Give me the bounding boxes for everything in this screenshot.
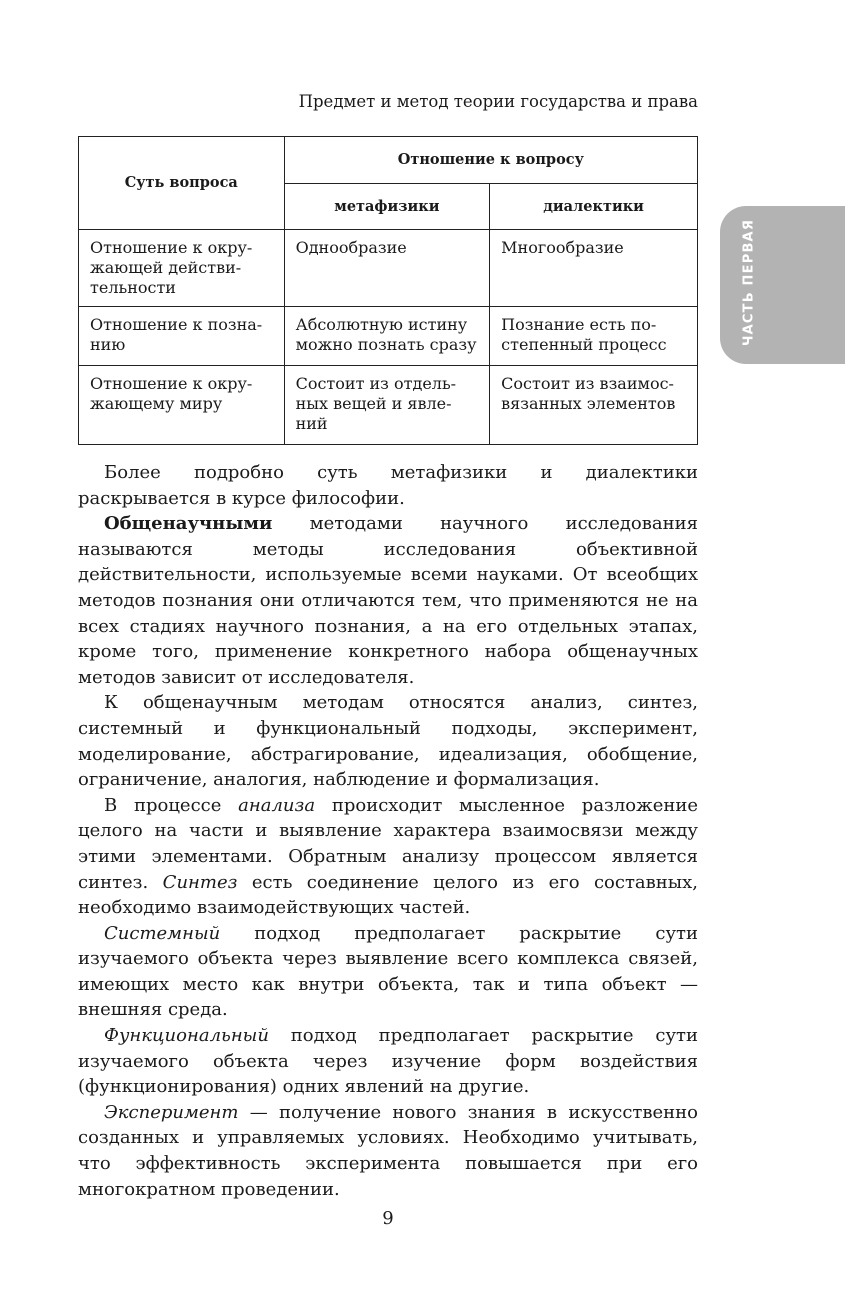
paragraph-text: методами научного исследования называются методы исследования объективной действительности, используемые всеми науками. От всеобщих методов познания они отличаются тем, что применяются не на всех стадиях научного познания, а на его отдельных этапах, кроме того, применение конкретного набора общенаучных методов зависит от исследователя. [78, 513, 698, 688]
comparison-table [78, 136, 698, 445]
page-number: 9 [382, 1208, 394, 1229]
term-italic: анализа [238, 794, 316, 816]
paragraph-text: Более подробно суть метафизики и диалектики раскрывается в курсе философии. [78, 462, 698, 509]
cell-question: Отношение к окру-жающему миру [79, 366, 285, 445]
cell-dialectics: Познание есть по-степенный процесс [490, 307, 698, 366]
side-tab-label: ЧАСТЬ ПЕРВАЯ [741, 218, 757, 347]
running-head: Предмет и метод теории государства и права [298, 92, 698, 111]
paragraph-text: подход предполагает раскрытие сути изучаемого объекта через выявление всего комплекса связей, имеющих место как внутри объекта, так и типа объект — внешняя среда. [78, 922, 698, 1021]
cell-metaphysics: Состоит из отдель-ных вещей и явле-ний [284, 366, 490, 445]
cell-question: Отношение к окру-жающей действи-тельности [79, 230, 285, 307]
paragraph [78, 1023, 698, 1100]
paragraph-text: подход предполагает раскрытие сути изучаемого объекта через изучение форм воздействия (функционирования) одних явлений на другие. [78, 1025, 698, 1098]
header-metaphysics: метафизики [284, 184, 490, 230]
cell-metaphysics: Однообразие [284, 230, 490, 307]
cell-metaphysics: Абсолютную истину можно познать сразу [284, 307, 490, 366]
paragraph-text: — получение нового знания в искусственно созданных и управляемых условиях. Необходимо учитывать, что эффективность эксперимента повышается при его многократном проведении. [78, 1101, 698, 1200]
body-text [78, 460, 698, 1202]
cell-dialectics: Многообразие [490, 230, 698, 307]
paragraph [78, 1100, 698, 1202]
paragraph-text: происходит мысленное разложение целого на части и выявление характера взаимосвязи между этими элементами. Обратным анализу процессом является синтез. [78, 794, 698, 893]
term-italic: Системный [104, 922, 221, 944]
table-row [79, 366, 698, 445]
table-row [79, 307, 698, 366]
paragraph-text: есть соединение целого из его составных, необходимо взаимодействующих частей. [78, 871, 698, 919]
table-row [79, 230, 698, 307]
paragraph-text: В процессе [104, 794, 239, 816]
term-bold: Общенаучными [104, 513, 273, 535]
term-italic: Синтез [162, 871, 238, 893]
paragraph [78, 690, 698, 792]
header-dialectics: диалектики [490, 184, 698, 230]
term-italic: Эксперимент [104, 1101, 239, 1123]
term-italic: Функциональный [104, 1025, 269, 1047]
cell-dialectics: Состоит из взаимос-вязанных элементов [490, 366, 698, 445]
paragraph [78, 511, 698, 690]
header-question: Суть вопроса [79, 137, 285, 230]
paragraph [78, 921, 698, 1023]
paragraph [78, 793, 698, 921]
paragraph [78, 460, 698, 511]
header-relation: Отношение к вопросу [284, 137, 697, 184]
cell-question: Отношение к позна-нию [79, 307, 285, 366]
paragraph-text: К общенаучным методам относятся анализ, синтез, системный и функциональный подходы, эксперимент, моделирование, абстрагирование, идеализация, обобщение, ограничение, аналогия, наблюдение и формализация. [78, 692, 698, 791]
side-tab [720, 206, 845, 364]
